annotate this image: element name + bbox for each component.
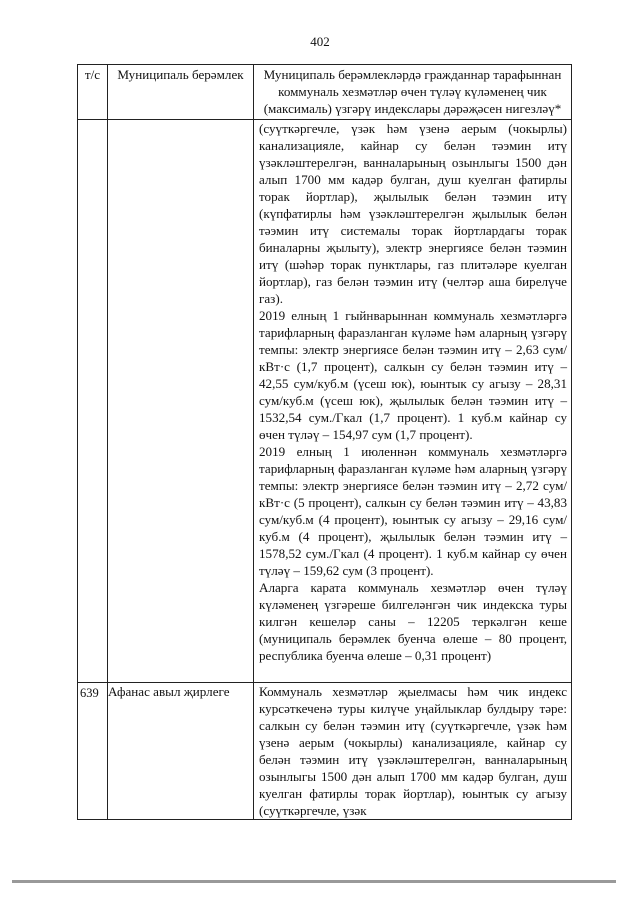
continuation-description-cell: [254, 120, 572, 683]
row-description-cell: [254, 683, 572, 820]
continuation-index-cell: [78, 120, 108, 683]
description-paragraph: Аларга карата коммуналь хезмәтләр өчен түләү күләменең үзгәреше билгеләнгән чик индекска туры килгән кешеләр саны – 12205 теркәлгән кеше (муниципаль берәмлек буенча өлеше – 80 процент, республика буенча өлеше – 0,31 процент): [259, 580, 567, 663]
scan-edge-line: [12, 880, 616, 883]
row-number: 639: [78, 683, 108, 820]
page-number: 402: [310, 34, 330, 49]
description-paragraph: 2019 елның 1 июленнән коммуналь хезмәтләргә тарифларның фаразланган күләме һәм аларның үзгәрү темпы: электр энергиясе белән тәэмин итү – 2,72 сум/кВт·с (5 процент), салкын су белән тәэмин итү – 43,83 сум/куб.м (4 процент), юынтык су агызу – 29,16 сум/куб.м (4 процент), җылылык белән тәэмин итү – 1578,52 сум./Гкал (4 процент). 1 куб.м кайнар су өчен түләү – 159,62 сум (3 процент).: [259, 444, 567, 578]
continuation-municipality-cell: [108, 120, 254, 683]
header-municipality: Муниципаль берәмлек: [108, 65, 254, 120]
table-row-continuation: [78, 120, 572, 683]
document-table: [77, 64, 572, 820]
description-paragraph: 2019 елның 1 гыйнварыннан коммуналь хезмәтләргә тарифларның фаразланган күләме һәм аларның үзгәрү темпы: электр энергиясе белән тәэмин итү – 2,63 сум/кВт·с (1,7 процент), салкын су белән тәэмин итү – 42,55 сум/куб.м (үсеш юк), юынтык су агызу – 28,31 сум/куб.м (үсеш юк), җылылык белән тәэмин итү – 1532,54 сум./Гкал (1,7 процент). 1 куб.м кайнар су өчен түләү – 154,97 сум (1,7 процент).: [259, 308, 567, 442]
description-paragraph: (суүткәргечле, үзәк һәм үзенә аерым (чокырлы) канализацияле, кайнар су белән тәэмин итү үзәкләштерелгән, ванналарының озынлыгы 1500 дән алып 1700 мм кадәр булган, душ куелган фатирлы торак йортлар), җылылык белән тәэмин итү (күпфатирлы һәм үзәкләштерелгән җылылык белән тәэмин итү системалы торак йортлардагы торак биналарны җылыту), электр энергиясе белән тәэмин итү (шәһәр торак пунктлары, газ плитәләре куелган йортлар), газ белән тәэмин итү (челтәр аша бирелүче газ).: [259, 121, 567, 306]
row-municipality: Афанас авыл җирлеге: [108, 683, 254, 820]
description-paragraph: Коммуналь хезмәтләр җыелмасы һәм чик индекс курсәткеченә туры килүче уңайлыклар булдыру тәре: салкын су белән тәэмин итү (суүткәргечле, үзәк һәм үзенә аерым (чокырлы) канализацияле, кайнар су белән тәэмин итү үзәкләштерелгән, ванналарының озынлыгы 1500 дән алып 1700 мм кадәр булган, душ куелган фатирлы торак йортлар), юынтык су агызу (суүткәргечле, үзәк: [259, 684, 567, 818]
table-header-row: [78, 65, 572, 120]
header-description: Муниципаль берәмлекләрдә гражданнар тарафыннан коммуналь хезмәтләр өчен түләү күләменең чик (максималь) үзгәрү индекслары дәрәҗәсен нигезләү*: [254, 65, 572, 120]
header-index: т/с: [78, 65, 108, 120]
table-row: [78, 683, 572, 820]
